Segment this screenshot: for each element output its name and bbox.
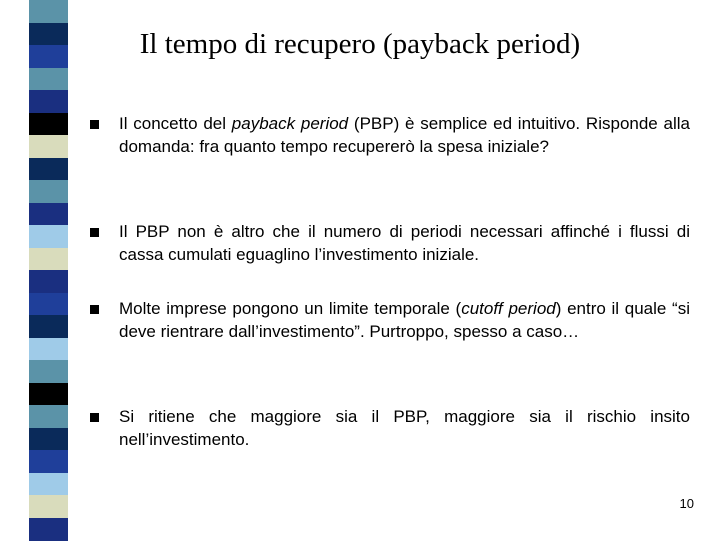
- stripe-block: [29, 248, 68, 271]
- stripe-block: [29, 338, 68, 361]
- slide-title: Il tempo di recupero (payback period): [139, 28, 581, 60]
- square-bullet-icon: [90, 228, 99, 237]
- stripe-block: [29, 180, 68, 203]
- stripe-block: [29, 450, 68, 473]
- stripe-block: [29, 518, 68, 541]
- stripe-block: [29, 0, 68, 23]
- square-bullet-icon: [90, 305, 99, 314]
- stripe-block: [29, 68, 68, 91]
- square-bullet-icon: [90, 413, 99, 422]
- stripe-block: [29, 405, 68, 428]
- stripe-block: [29, 270, 68, 293]
- page-number: 10: [679, 496, 694, 511]
- stripe-block: [29, 428, 68, 451]
- decorative-stripe: [29, 0, 68, 540]
- stripe-block: [29, 315, 68, 338]
- stripe-block: [29, 225, 68, 248]
- stripe-block: [29, 495, 68, 518]
- stripe-block: [29, 383, 68, 406]
- stripe-block: [29, 293, 68, 316]
- square-bullet-icon: [90, 120, 99, 129]
- stripe-block: [29, 113, 68, 136]
- stripe-block: [29, 90, 68, 113]
- bullet-text: Si ritiene che maggiore sia il PBP, maggiore sia il rischio insito nell’investimento.: [119, 407, 690, 449]
- bullet-text: Il concetto del payback period (PBP) è semplice ed intuitivo. Risponde alla domanda: fra quanto tempo recupererò la spesa iniziale?: [119, 114, 690, 156]
- bullet-text: Il PBP non è altro che il numero di periodi necessari affinché i flussi di cassa cumulati eguaglino l’investimento iniziale.: [119, 222, 690, 264]
- stripe-block: [29, 473, 68, 496]
- stripe-block: [29, 158, 68, 181]
- bullet-text: Molte imprese pongono un limite temporale (cutoff period) entro il quale “si deve rientrare dall’investimento”. Purtroppo, spesso a caso…: [119, 299, 690, 341]
- stripe-block: [29, 203, 68, 226]
- stripe-block: [29, 360, 68, 383]
- stripe-block: [29, 135, 68, 158]
